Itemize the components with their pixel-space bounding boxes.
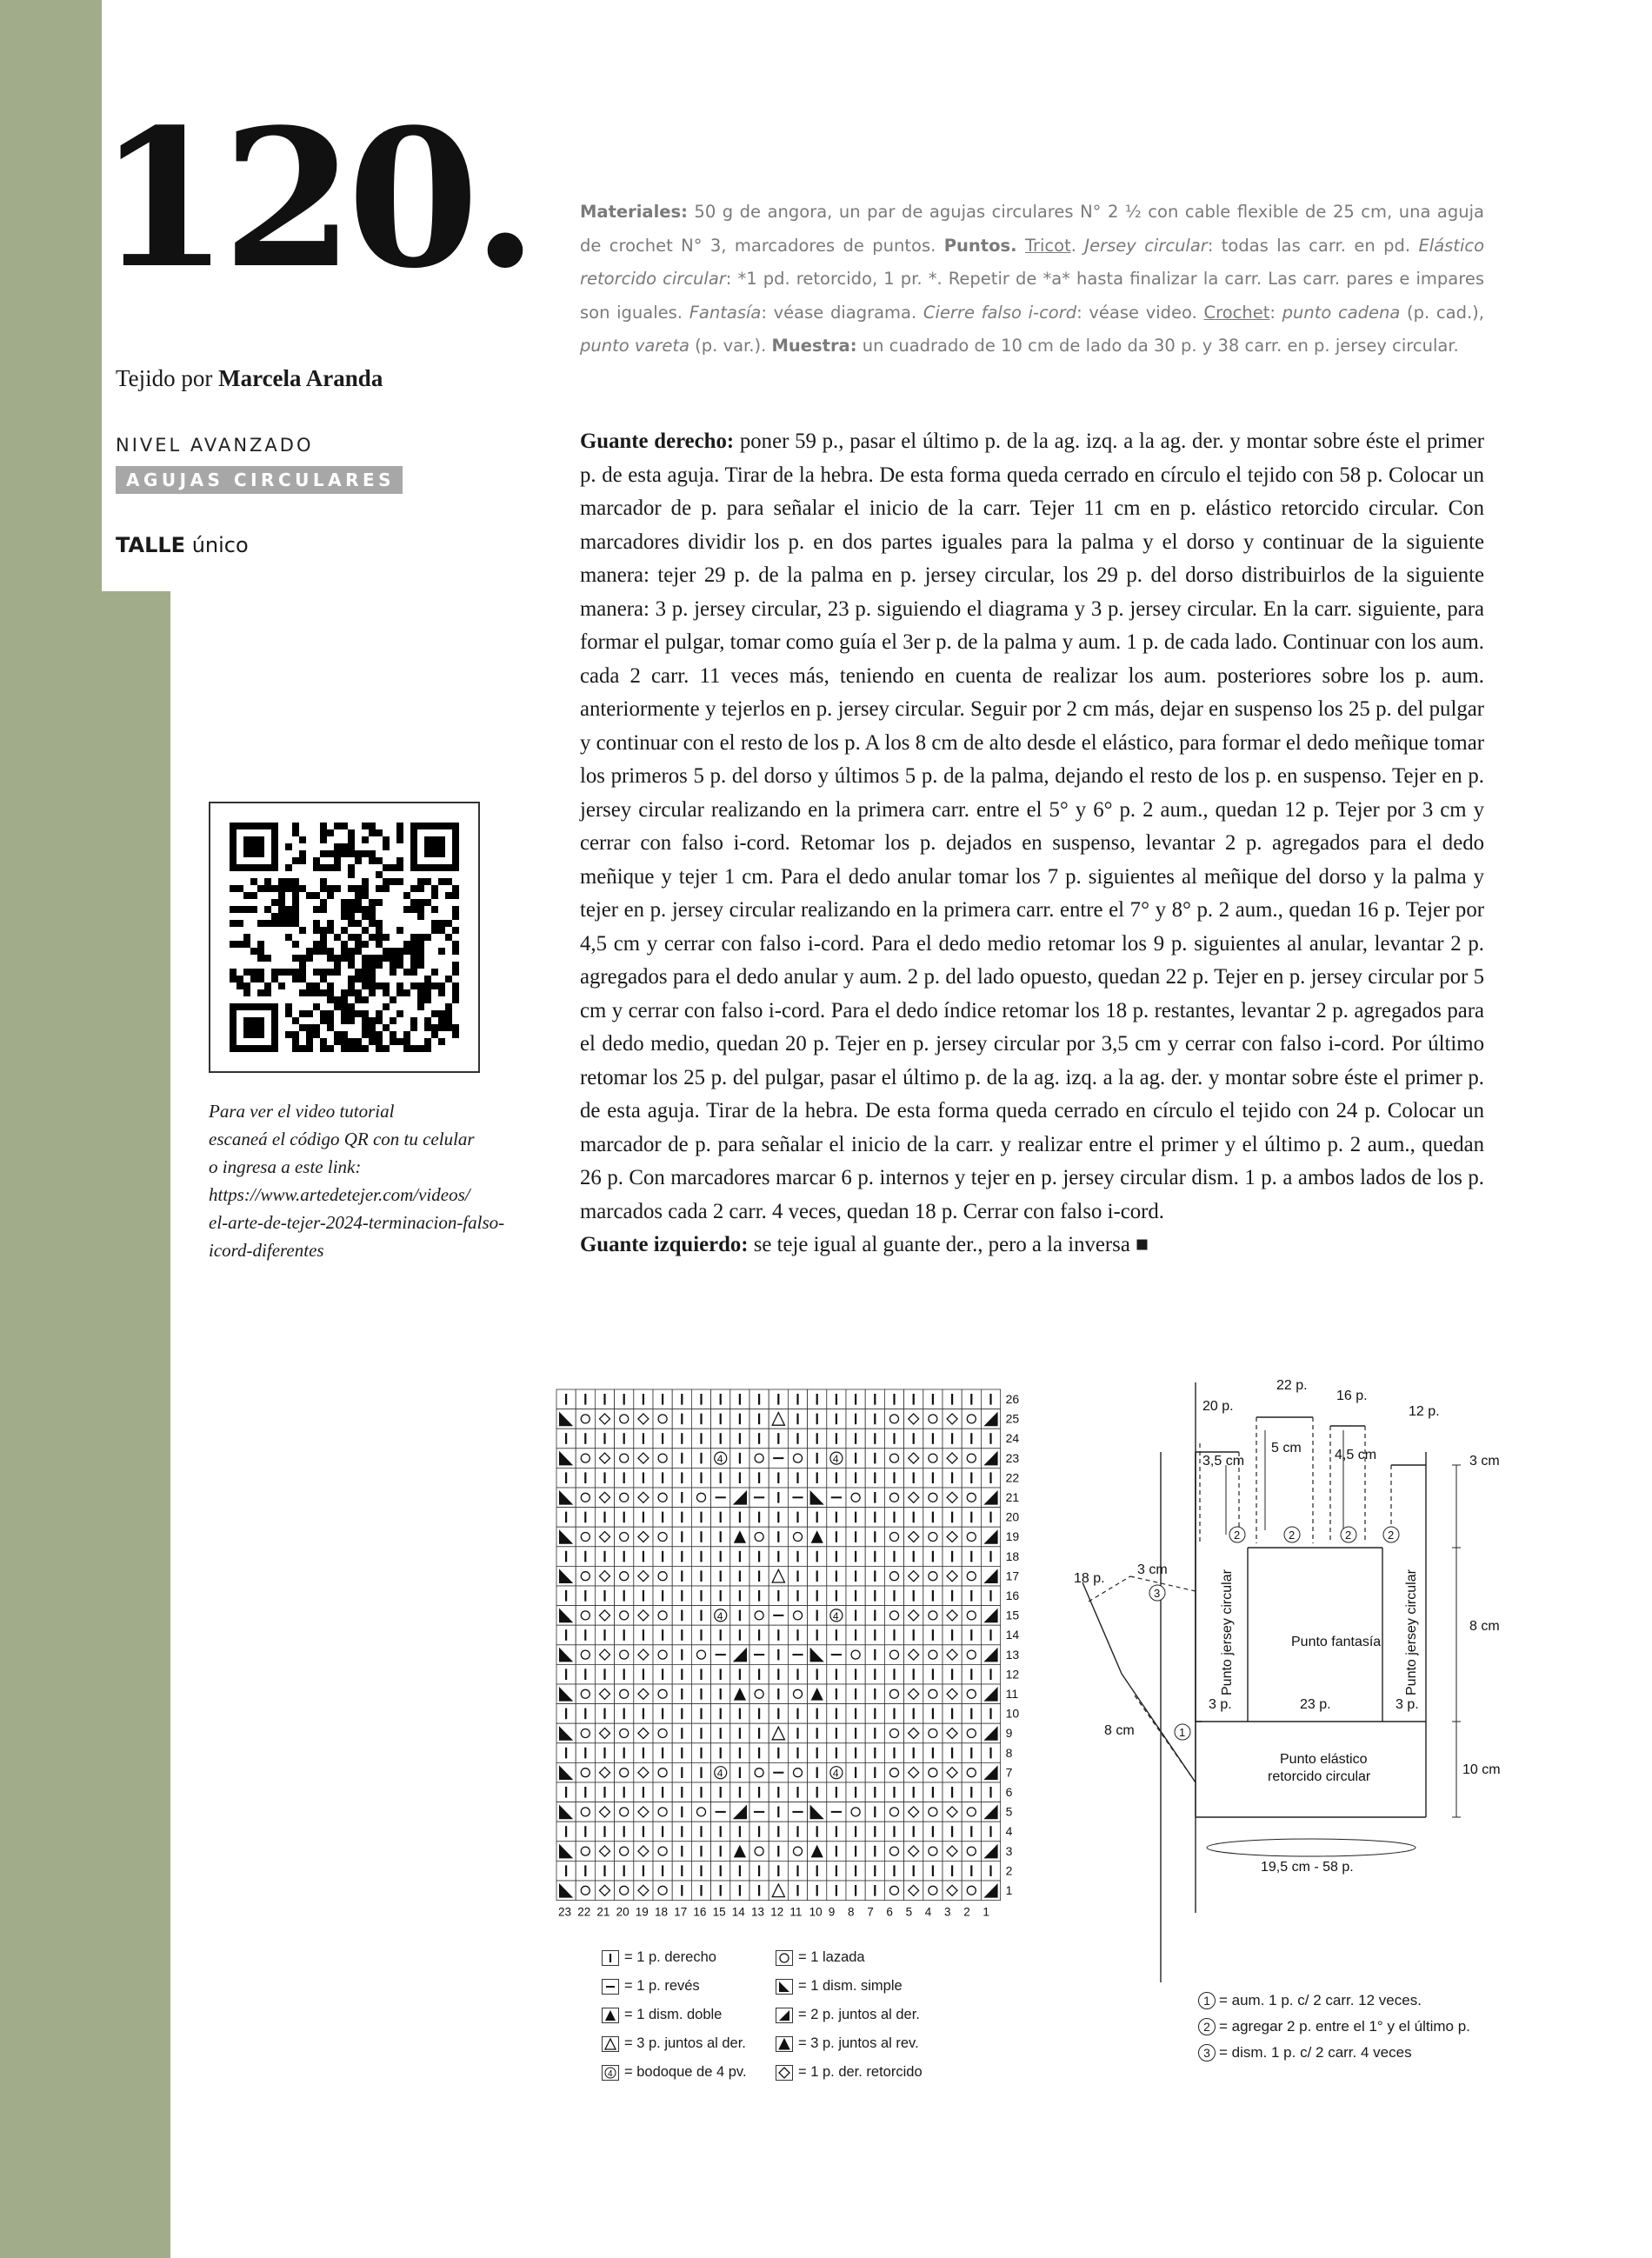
svg-text:2: 2 bbox=[1289, 1529, 1296, 1542]
puntos-label: Puntos. bbox=[943, 235, 1017, 256]
note-2-text: = agregar 2 p. entre el 1° y el último p. bbox=[1219, 2018, 1470, 2035]
row-label: 5 bbox=[1005, 1804, 1013, 1819]
middle-height-label: 5 cm bbox=[1271, 1441, 1302, 1455]
col-label: 13 bbox=[751, 1905, 765, 1919]
svg-text:4: 4 bbox=[832, 1453, 839, 1466]
row-label: 6 bbox=[1005, 1785, 1013, 1799]
glove-outline bbox=[1196, 1382, 1202, 1913]
col-label: 4 bbox=[924, 1905, 932, 1919]
finger-22p-label: 22 p. bbox=[1276, 1378, 1308, 1393]
row-label: 26 bbox=[1005, 1392, 1020, 1406]
col-label: 18 bbox=[655, 1905, 669, 1919]
note-3-text: = dism. 1 p. c/ 2 carr. 4 veces bbox=[1219, 2044, 1412, 2061]
svg-text:4: 4 bbox=[832, 1609, 839, 1622]
legend-label: = 2 p. juntos al der. bbox=[798, 2007, 920, 2022]
glove-diagram bbox=[1043, 1374, 1530, 1987]
row-label: 25 bbox=[1005, 1411, 1020, 1426]
width-label: 19,5 cm - 58 p. bbox=[1261, 1860, 1354, 1875]
col-label: 17 bbox=[674, 1905, 688, 1919]
elastico-label-1: Punto elástico bbox=[1280, 1752, 1368, 1767]
col-label: 9 bbox=[828, 1905, 836, 1919]
credit-prefix: Tejido por bbox=[116, 365, 219, 391]
cierre-label: Cierre falso i-cord bbox=[923, 302, 1077, 323]
svg-text:1: 1 bbox=[1179, 1726, 1186, 1739]
legend-item bbox=[776, 1948, 865, 1967]
materiales-label: Materiales: bbox=[580, 202, 688, 222]
note-1-text: = aum. 1 p. c/ 2 carr. 12 veces. bbox=[1219, 1992, 1422, 2008]
row-label: 7 bbox=[1005, 1765, 1013, 1780]
col-label: 5 bbox=[905, 1905, 913, 1919]
elastico-label: Elástico retorcido circular bbox=[580, 235, 1485, 289]
col-label: 10 bbox=[809, 1905, 823, 1919]
legend-label: = 1 lazada bbox=[798, 1949, 865, 1965]
row-label: 22 bbox=[1005, 1470, 1020, 1485]
diamond-symbol-icon bbox=[776, 2065, 793, 2081]
materiales-text: 50 g de angora, un par de agujas circulares N° 2 ½ con cable flexible de 25 cm, una aguja de crochet N° 3, marcadores de puntos. bbox=[580, 202, 1484, 256]
note-2: 2 = agregar 2 p. entre el 1° y el último p. bbox=[1198, 2017, 1485, 2036]
svg-text:4: 4 bbox=[716, 1609, 723, 1622]
row-label: 19 bbox=[1005, 1529, 1020, 1544]
legend-item bbox=[602, 1976, 700, 1995]
row-label: 12 bbox=[1005, 1667, 1020, 1682]
col-label: 12 bbox=[770, 1905, 784, 1919]
row-label: 4 bbox=[1005, 1824, 1013, 1839]
four-symbol-icon bbox=[602, 2065, 619, 2081]
vareta-text: (p. var.). bbox=[689, 336, 772, 356]
col-label: 19 bbox=[635, 1905, 649, 1919]
svg-text:2: 2 bbox=[1388, 1529, 1395, 1542]
svg-text:4: 4 bbox=[608, 2068, 613, 2079]
jersey-text: : todas las carr. en pd. bbox=[1207, 235, 1419, 256]
row-label: 21 bbox=[1005, 1490, 1020, 1504]
finger-12p-label: 12 p. bbox=[1409, 1404, 1440, 1419]
jersey-label-left: Punto jersey circular bbox=[1220, 1569, 1235, 1695]
legend-item bbox=[776, 2062, 923, 2081]
crochet-link[interactable]: Crochet bbox=[1203, 302, 1270, 323]
tri-symbol-icon bbox=[602, 2036, 619, 2052]
credit-line bbox=[116, 365, 383, 392]
technique-tag: AGUJAS CIRCULARES bbox=[116, 466, 403, 494]
ring-height-label: 4,5 cm bbox=[1335, 1448, 1377, 1462]
cadena-label: punto cadena bbox=[1282, 302, 1401, 323]
row-label: 11 bbox=[1005, 1687, 1019, 1701]
row-label: 10 bbox=[1005, 1706, 1020, 1721]
row-label: 2 bbox=[1005, 1863, 1013, 1878]
legend-label: = 1 p. der. retorcido bbox=[798, 2064, 923, 2080]
legend-label: = 1 dism. simple bbox=[798, 1978, 903, 1994]
stitches-3a-label: 3 p. bbox=[1209, 1697, 1232, 1712]
video-link[interactable]: icord-diferentes bbox=[209, 1240, 324, 1261]
legend-item bbox=[602, 1948, 716, 1967]
pinky-height-label: 3 cm bbox=[1469, 1454, 1500, 1469]
thumb-18p-label: 18 p. bbox=[1074, 1571, 1105, 1586]
rightfill-symbol-icon bbox=[776, 2008, 793, 2023]
legend-label: = 1 p. revés bbox=[624, 1978, 700, 1994]
right-glove-label: Guante derecho: bbox=[580, 430, 735, 453]
elastico-label-2: retorcido circular bbox=[1268, 1769, 1371, 1784]
stitches-3b-label: 3 p. bbox=[1396, 1697, 1419, 1712]
left-glove-text: se teje igual al guante der., pero a la inversa ■ bbox=[748, 1233, 1149, 1256]
note-3: 3 = dism. 1 p. c/ 2 carr. 4 veces bbox=[1198, 2043, 1485, 2062]
col-label: 7 bbox=[867, 1905, 874, 1919]
col-label: 22 bbox=[577, 1905, 591, 1919]
credit-name: Marcela Aranda bbox=[218, 365, 383, 391]
row-label: 1 bbox=[1005, 1883, 1013, 1897]
legend-item bbox=[602, 2034, 746, 2053]
dash-symbol-icon bbox=[602, 1979, 619, 1995]
col-label: 15 bbox=[712, 1905, 726, 1919]
legend-item bbox=[602, 2062, 747, 2081]
leftfill-symbol-icon bbox=[776, 1979, 793, 1995]
size-line bbox=[116, 533, 249, 557]
index-height-label: 3,5 cm bbox=[1202, 1454, 1245, 1469]
col-label: 8 bbox=[848, 1905, 855, 1919]
row-label: 16 bbox=[1005, 1589, 1020, 1602]
video-link[interactable]: https://www.artedetejer.com/videos/ bbox=[209, 1184, 470, 1205]
qr-caption-line: escaneá el código QR con tu celular bbox=[209, 1129, 475, 1149]
note-1: 1 = aum. 1 p. c/ 2 carr. 12 veces. bbox=[1198, 1991, 1485, 2010]
video-link[interactable]: el-arte-de-tejer-2024-terminacion-falso- bbox=[209, 1212, 505, 1233]
col-label: 20 bbox=[616, 1905, 629, 1919]
finger-20p-label: 20 p. bbox=[1202, 1399, 1234, 1414]
pattern-number: 120. bbox=[97, 88, 531, 310]
legend-label: = 3 p. juntos al der. bbox=[624, 2035, 746, 2051]
col-label: 21 bbox=[596, 1905, 610, 1919]
legend-label: = 1 dism. doble bbox=[624, 2007, 723, 2022]
qr-caption bbox=[209, 1097, 539, 1264]
svg-text:2: 2 bbox=[1234, 1529, 1241, 1542]
svg-text:3: 3 bbox=[1154, 1587, 1161, 1600]
legend-label: = 1 p. derecho bbox=[624, 1949, 716, 1965]
instructions-paragraph bbox=[580, 425, 1484, 1262]
muestra-text: un cuadrado de 10 cm de lado da 30 p. y 38 carr. en p. jersey circular. bbox=[856, 336, 1459, 356]
qr-caption-line: Para ver el video tutorial bbox=[209, 1101, 395, 1122]
cuff-10cm-label: 10 cm bbox=[1462, 1762, 1501, 1777]
col-label: 23 bbox=[558, 1905, 572, 1919]
trifill-symbol-icon bbox=[776, 2036, 793, 2052]
col-label: 16 bbox=[693, 1905, 707, 1919]
elastico-text: : *1 pd. retorcido, 1 pr. *. Repetir de *a* hasta finalizar la carr. Las carr. pares e impares son iguales. bbox=[580, 269, 1484, 323]
size-label: TALLE bbox=[116, 533, 186, 557]
legend-item bbox=[776, 2005, 920, 2024]
col-label: 6 bbox=[886, 1905, 893, 1919]
legend-label: = bodoque de 4 pv. bbox=[624, 2064, 747, 2080]
col-label: 3 bbox=[944, 1905, 951, 1919]
muestra-label: Muestra: bbox=[771, 336, 857, 356]
jersey-label-right: Punto jersey circular bbox=[1404, 1569, 1419, 1695]
legend-label: = 3 p. juntos al rev. bbox=[798, 2035, 919, 2051]
stitch-chart-svg bbox=[550, 1382, 1054, 1930]
col-label: 1 bbox=[983, 1905, 989, 1919]
stitch-chart bbox=[550, 1382, 1054, 1935]
legend-item bbox=[776, 1976, 903, 1995]
vareta-label: punto vareta bbox=[580, 336, 689, 356]
qr-code-image bbox=[230, 823, 459, 1052]
finger-16p-label: 16 p. bbox=[1336, 1389, 1368, 1403]
row-label: 14 bbox=[1005, 1628, 1020, 1642]
palm-8cm-label: 8 cm bbox=[1469, 1619, 1500, 1634]
row-label: 23 bbox=[1005, 1450, 1020, 1465]
bar-symbol-icon bbox=[602, 1950, 619, 1966]
qr-code[interactable] bbox=[209, 802, 480, 1073]
row-label: 24 bbox=[1005, 1431, 1020, 1446]
thumb-3cm-label: 3 cm bbox=[1137, 1562, 1168, 1577]
thumb-8cm-label: 8 cm bbox=[1104, 1723, 1135, 1738]
fantasia-text: : véase diagrama. bbox=[761, 302, 923, 323]
row-label: 3 bbox=[1005, 1843, 1013, 1858]
tricot-link[interactable]: Tricot bbox=[1024, 235, 1071, 256]
size-value: único bbox=[185, 533, 249, 557]
row-label: 20 bbox=[1005, 1509, 1020, 1524]
svg-text:2: 2 bbox=[1345, 1529, 1352, 1542]
svg-text:4: 4 bbox=[716, 1453, 723, 1466]
row-label: 8 bbox=[1005, 1745, 1013, 1760]
stitches-23-label: 23 p. bbox=[1300, 1697, 1331, 1712]
level-label: NIVEL AVANZADO bbox=[116, 435, 314, 456]
right-glove-text: poner 59 p., pasar el último p. de la ag. izq. a la ag. der. y montar sobre éste el primer p. de esta aguja. Tirar de la hebra. De esta forma queda cerrado en círculo el tejido con 58 p. Colocar un marcador de p. para señalar el inicio de la carr. Tejer 11 cm en p. elástico retorcido circular. Con marcadores dividir los p. en dos partes iguales para la palma y el dorso y continuar de la siguiente manera: tejer 29 p. de la palma en p. jersey circular, los 29 p. del dorso distribuirlos de la siguiente manera: 3 p. jersey circular, 23 p. siguiendo el diagrama y 3 p. jersey circular. En la carr. siguiente, para formar el pulgar, tomar como guía el 3er p. de la palma y aum. 1 p. de cada lado. Continuar con los aum. cada 2 carr. 11 veces más, teniendo en cuenta de realizar los aum. posteriores sobre los p. aum. anteriormente y tejerlos en p. jersey circular. Seguir por 2 cm más, dejar en suspenso los 25 p. del pulgar y continuar con el resto de los p. A los 8 cm de alto desde el elástico, para formar el dedo meñique tomar los primeros 5 p. del dorso y últimos 5 p. de la palma, dejando el resto de los p. en suspenso. Tejer en p. jersey circular realizando en la primera carr. entre el 5° y 6° p. 2 aum., quedan 12 p. Tejer por 3 cm y cerrar con falso i-cord. Retomar los p. dejados en suspenso, levantar 2 p. agregados para el dedo meñique y tejer 1 cm. Para el dedo anular tomar los 7 p. siguientes al meñique del dorso y la palma y tejer en p. jersey circular realizando en la primera carr. entre el 7° y 8° p. 2 aum., quedan 16 p. Tejer por 4,5 cm y cerrar con falso i-cord. Para el dedo medio retomar los 9 p. siguientes al anular, levantar 2 p. agregados para el dedo anular y aum. 2 p. del lado opuesto, quedan 22 p. Tejer en p. jersey circular por 5 cm y cerrar con falso i-cord. Para el dedo índice retomar los 18 p. restantes, levantar 2 p. agregados para el dedo medio, quedan 20 p. Tejer en p. jersey circular por 3,5 cm y cerrar con falso i-cord. Por último retomar los 25 p. del pulgar, pasar el último p. de la ag. izq. a la ag. der. y montar sobre éste el primer p. de esta aguja. Tirar de la hebra. De esta forma queda cerrado en círculo el tejido con 24 p. Colocar un marcador de p. para señalar el inicio de la carr. y realizar entre el primer y el último p. 2 aum., quedan 26 p. Con marcadores marcar 6 p. internos y tejer en p. jersey circular dism. 1 p. a ambos lados de los p. marcados cada 2 carr. 4 veces, quedan 18 p. Cerrar con falso i-cord. bbox=[580, 430, 1484, 1223]
glove-diagram-svg bbox=[1043, 1374, 1530, 1982]
diagram-notes bbox=[1198, 1991, 1485, 2069]
upfill-symbol-icon bbox=[602, 2008, 619, 2023]
svg-text:4: 4 bbox=[832, 1767, 839, 1780]
legend-item bbox=[602, 2005, 722, 2024]
left-glove-label: Guante izquierdo: bbox=[580, 1233, 749, 1256]
legend-item bbox=[776, 2034, 919, 2053]
row-label: 9 bbox=[1005, 1726, 1013, 1741]
col-label: 14 bbox=[731, 1905, 745, 1919]
row-label: 13 bbox=[1005, 1647, 1020, 1662]
fantasia-label: Punto fantasía bbox=[1291, 1635, 1382, 1649]
row-label: 17 bbox=[1005, 1569, 1020, 1583]
cierre-text: : véase video. bbox=[1076, 302, 1204, 323]
svg-text:4: 4 bbox=[716, 1767, 723, 1780]
circle-symbol-icon bbox=[776, 1950, 793, 1966]
materials-paragraph: Materiales: 50 g de angora, un par de agujas circulares N° 2 ½ con cable flexible de 25 cm, una aguja de crochet N° 3, marcadores de puntos. Puntos. Tricot. Jersey circular: todas las carr. en pd. Elástico retorcido circular: *1 pd. retorcido, 1 pr. *. Repetir de *a* hasta finalizar la carr. Las carr. pares e impares son iguales. Fantasía: véase diagrama. Cierre falso i-cord: véase video. Crochet: punto cadena (p. cad.), punto vareta (p. var.). Muestra: un cuadrado de 10 cm de lado da 30 p. y 38 carr. en p. jersey circular. bbox=[580, 202, 1485, 356]
cadena-text: (p. cad.), bbox=[1400, 302, 1484, 323]
col-label: 2 bbox=[963, 1905, 970, 1919]
jersey-label: Jersey circular bbox=[1084, 235, 1208, 256]
fantasia-label: Fantasía bbox=[689, 302, 762, 323]
qr-caption-line: o ingresa a este link: bbox=[209, 1156, 362, 1177]
row-label: 15 bbox=[1005, 1608, 1020, 1622]
row-label: 18 bbox=[1005, 1549, 1020, 1563]
col-label: 11 bbox=[789, 1905, 803, 1919]
